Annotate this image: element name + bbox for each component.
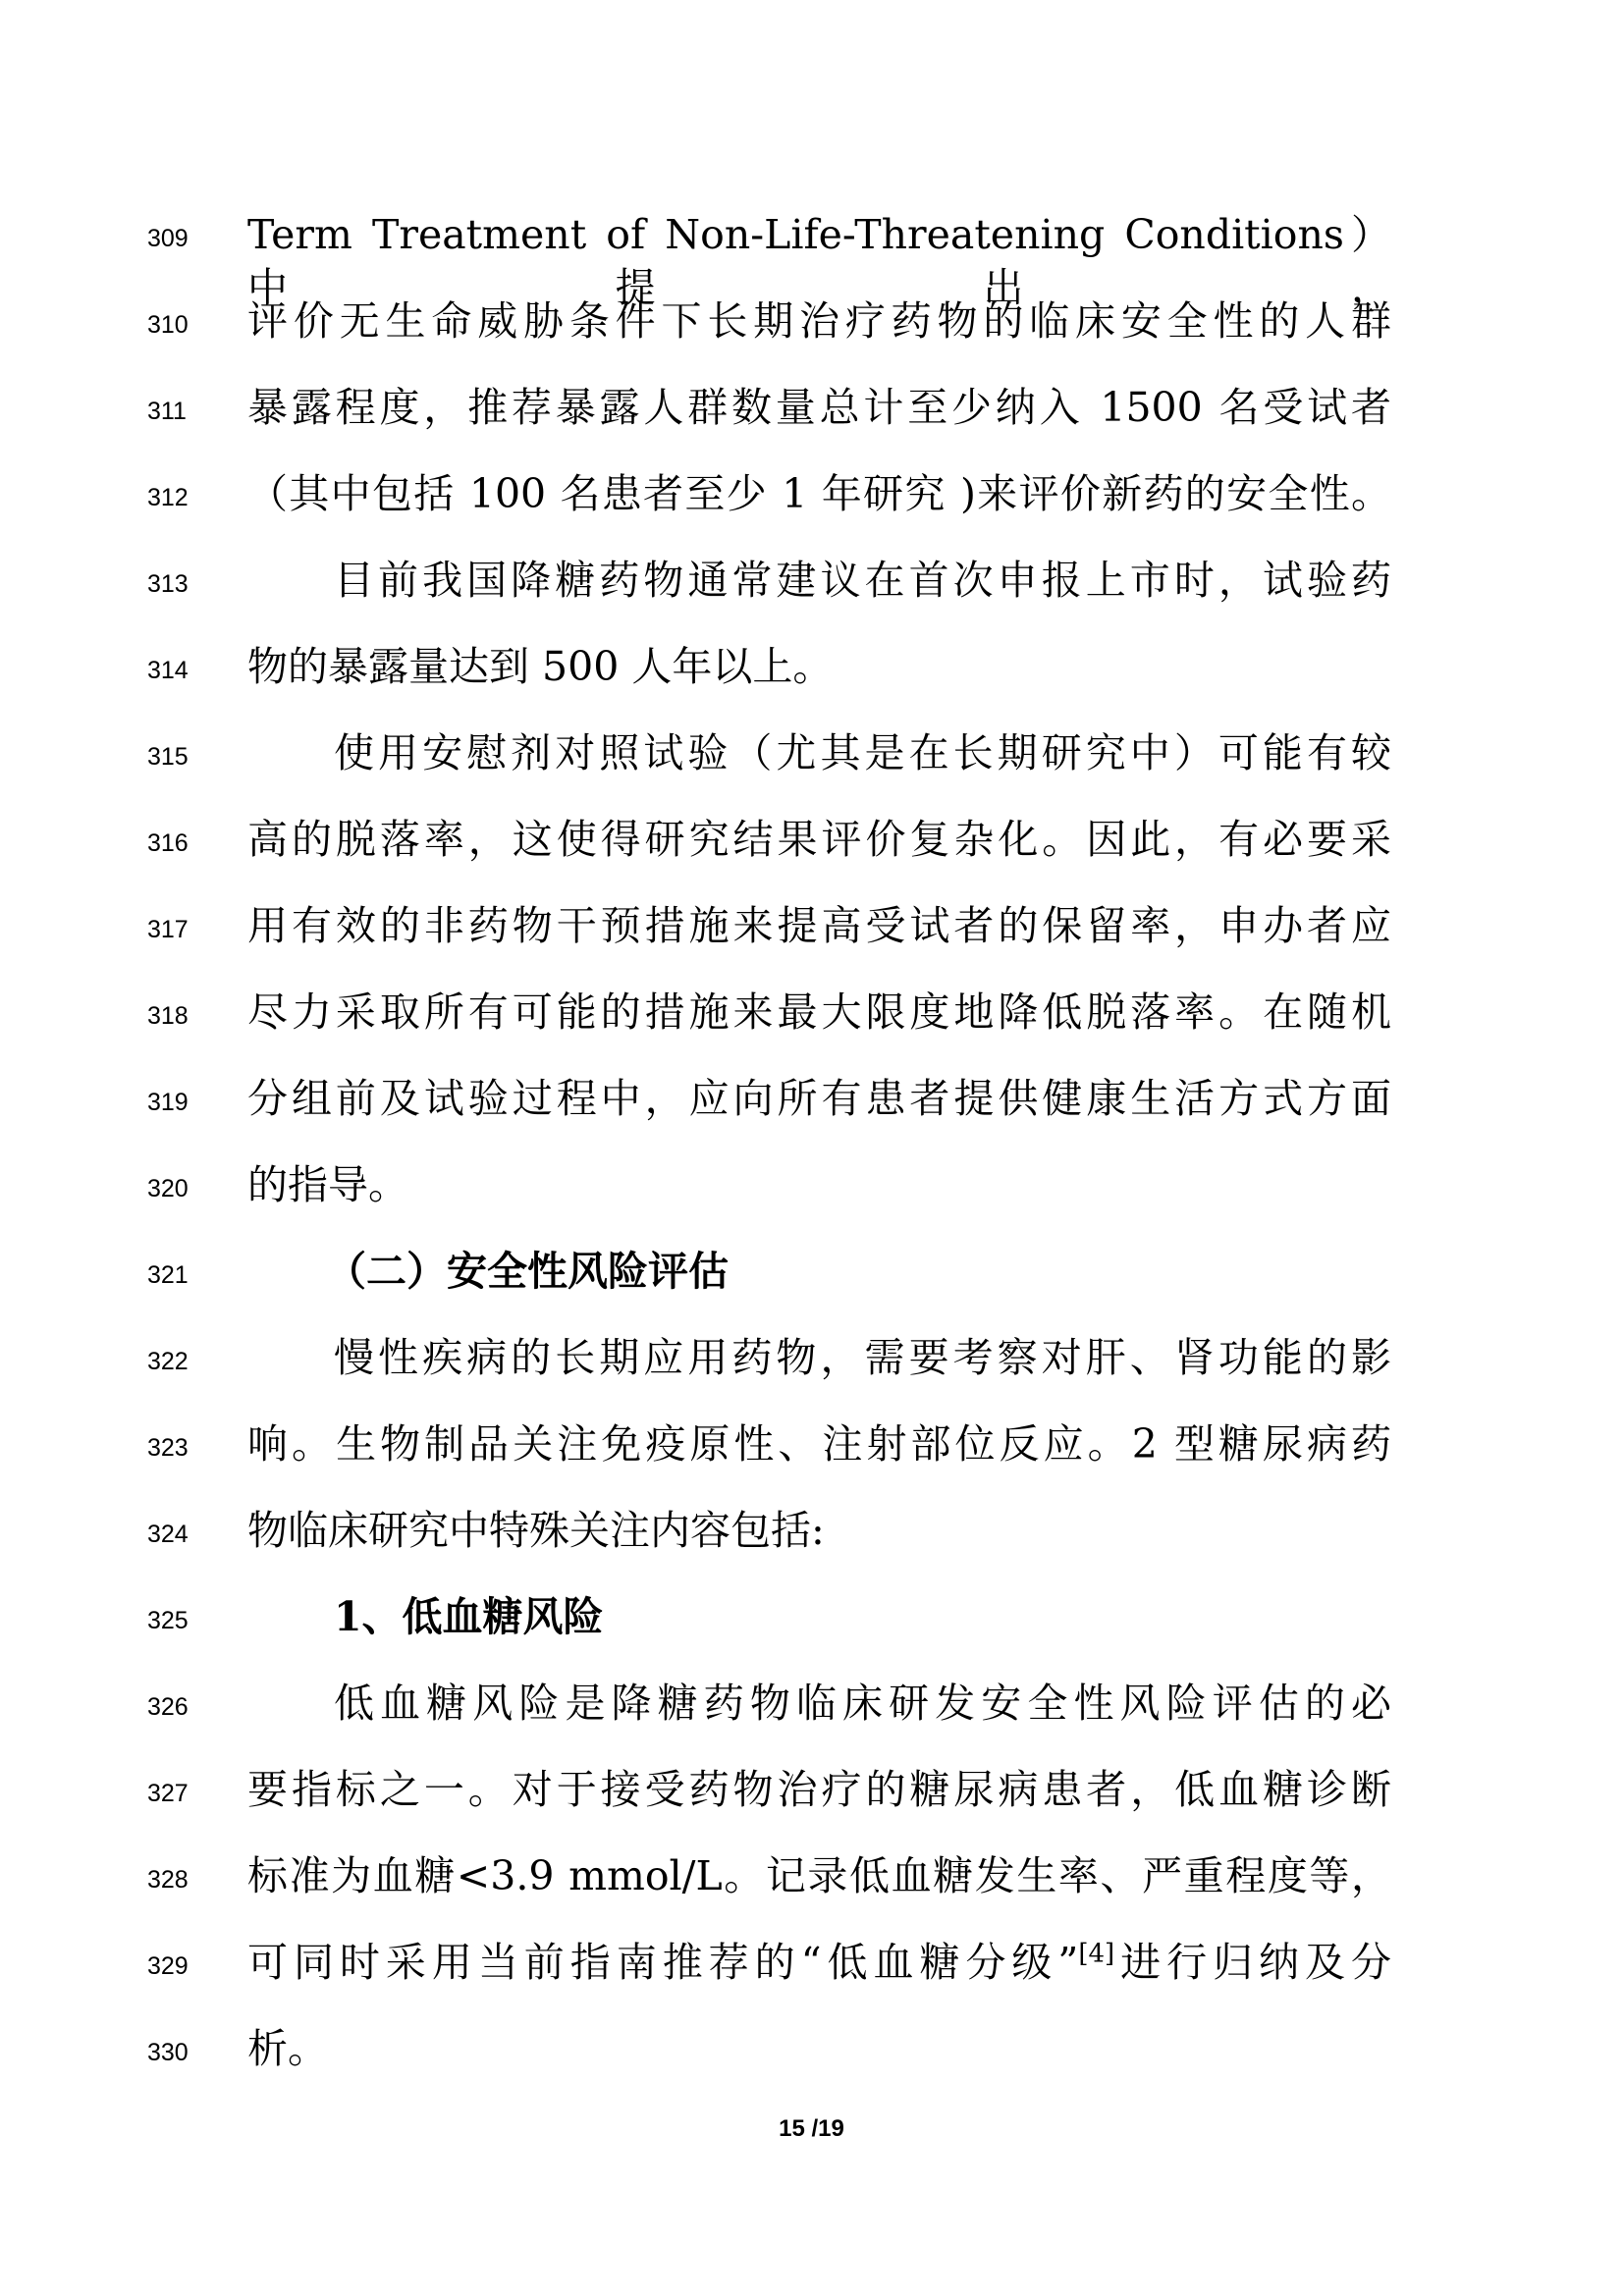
section-heading: （二）安全性风险评估: [326, 1248, 729, 1295]
line-number: 317: [147, 916, 189, 943]
line-number: 323: [147, 1434, 189, 1462]
line-number: 322: [147, 1348, 189, 1375]
paragraph-line: 析。: [247, 2025, 328, 2072]
line-number: 312: [147, 484, 189, 511]
page-number: 15 /19: [779, 2115, 844, 2142]
paragraph-line: 高的脱落率，这使得研究结果评价复杂化。因此，有必要采: [247, 816, 1391, 863]
paragraph-line: 标准为血糖<3.9 mmol/L。记录低血糖发生率、严重程度等，: [247, 1852, 1391, 1899]
line-number: 330: [147, 2039, 189, 2066]
text-line: [0, 2016, 1623, 2103]
line-number: 319: [147, 1089, 189, 1116]
text-line: [0, 1152, 1623, 1239]
text-line: [0, 1412, 1623, 1498]
text-line: [0, 1671, 1623, 1757]
text-line: [0, 1066, 1623, 1152]
text-line: [0, 461, 1623, 548]
line-number: 311: [147, 398, 187, 425]
text-line: [0, 980, 1623, 1066]
line-number: 316: [147, 829, 189, 857]
paragraph-line: 用有效的非药物干预措施来提高受试者的保留率，申办者应: [247, 902, 1391, 949]
text-line: [0, 1757, 1623, 1843]
paragraph-line: 分组前及试验过程中，应向所有患者提供健康生活方式方面: [247, 1075, 1391, 1122]
text-segment: 可同时采用当前指南推荐的“低血糖分级”: [247, 1939, 1079, 1986]
line-number: 318: [147, 1002, 189, 1030]
text-line: [0, 289, 1623, 375]
paragraph-line: 目前我国降糖药物通常建议在首次申报上市时，试验药: [334, 557, 1391, 604]
subsection-heading: 1、低血糖风险: [334, 1593, 604, 1640]
text-line: [0, 1930, 1623, 2016]
line-number: 327: [147, 1780, 189, 1807]
text-line: [0, 1584, 1623, 1671]
line-number: 315: [147, 743, 189, 771]
paragraph-line: 低血糖风险是降糖药物临床研发安全性风险评估的必: [334, 1680, 1391, 1727]
text-line: [0, 548, 1623, 634]
line-number: 310: [147, 311, 189, 339]
line-number: 325: [147, 1607, 189, 1634]
line-number: 324: [147, 1521, 189, 1548]
line-number: 313: [147, 570, 189, 598]
line-number: 320: [147, 1175, 189, 1202]
text-line: [0, 202, 1623, 311]
citation-reference[interactable]: [4]: [1078, 1939, 1115, 1969]
paragraph-line: 物临床研究中特殊关注内容包括:: [247, 1507, 825, 1554]
text-line: [0, 721, 1623, 807]
text-line: [0, 634, 1623, 721]
line-number: 314: [147, 657, 189, 684]
text-line: [0, 375, 1623, 461]
paragraph-line: 的指导。: [247, 1161, 408, 1208]
text-line: [0, 1843, 1623, 1930]
paragraph-line: 尽力采取所有可能的措施来最大限度地降低脱落率。在随机: [247, 988, 1391, 1036]
paragraph-line: 评价无生命威胁条件下长期治疗药物的临床安全性的人群: [247, 297, 1391, 345]
paragraph-line: Term Treatment of Non-Life-Threatening Conditions）中提出，: [247, 211, 1391, 311]
paragraph-line: 使用安慰剂对照试验（尤其是在长期研究中）可能有较: [334, 729, 1391, 776]
text-segment: 进行归纳及分: [1114, 1939, 1392, 1986]
line-number: 328: [147, 1866, 189, 1894]
paragraph-line: [247, 1936, 1391, 1989]
paragraph-line: （其中包括 100 名患者至少 1 年研究 )来评价新药的安全性。: [247, 470, 1391, 517]
text-line: [0, 1498, 1623, 1584]
paragraph-line: 响。生物制品关注免疫原性、注射部位反应。2 型糖尿病药: [247, 1420, 1391, 1468]
paragraph-line: 物的暴露量达到 500 人年以上。: [247, 643, 834, 690]
line-number: 329: [147, 1952, 189, 1980]
paragraph-line: 暴露程度，推荐暴露人群数量总计至少纳入 1500 名受试者: [247, 384, 1391, 431]
text-line: [0, 1325, 1623, 1412]
line-number: 326: [147, 1693, 189, 1721]
paragraph-line: 要指标之一。对于接受药物治疗的糖尿病患者，低血糖诊断: [247, 1766, 1391, 1813]
line-number: 321: [147, 1261, 189, 1289]
paragraph-line: 慢性疾病的长期应用药物，需要考察对肝、肾功能的影: [334, 1334, 1391, 1381]
text-line: [0, 893, 1623, 980]
text-line: [0, 807, 1623, 893]
line-number: 309: [147, 225, 189, 252]
text-line: [0, 1239, 1623, 1325]
